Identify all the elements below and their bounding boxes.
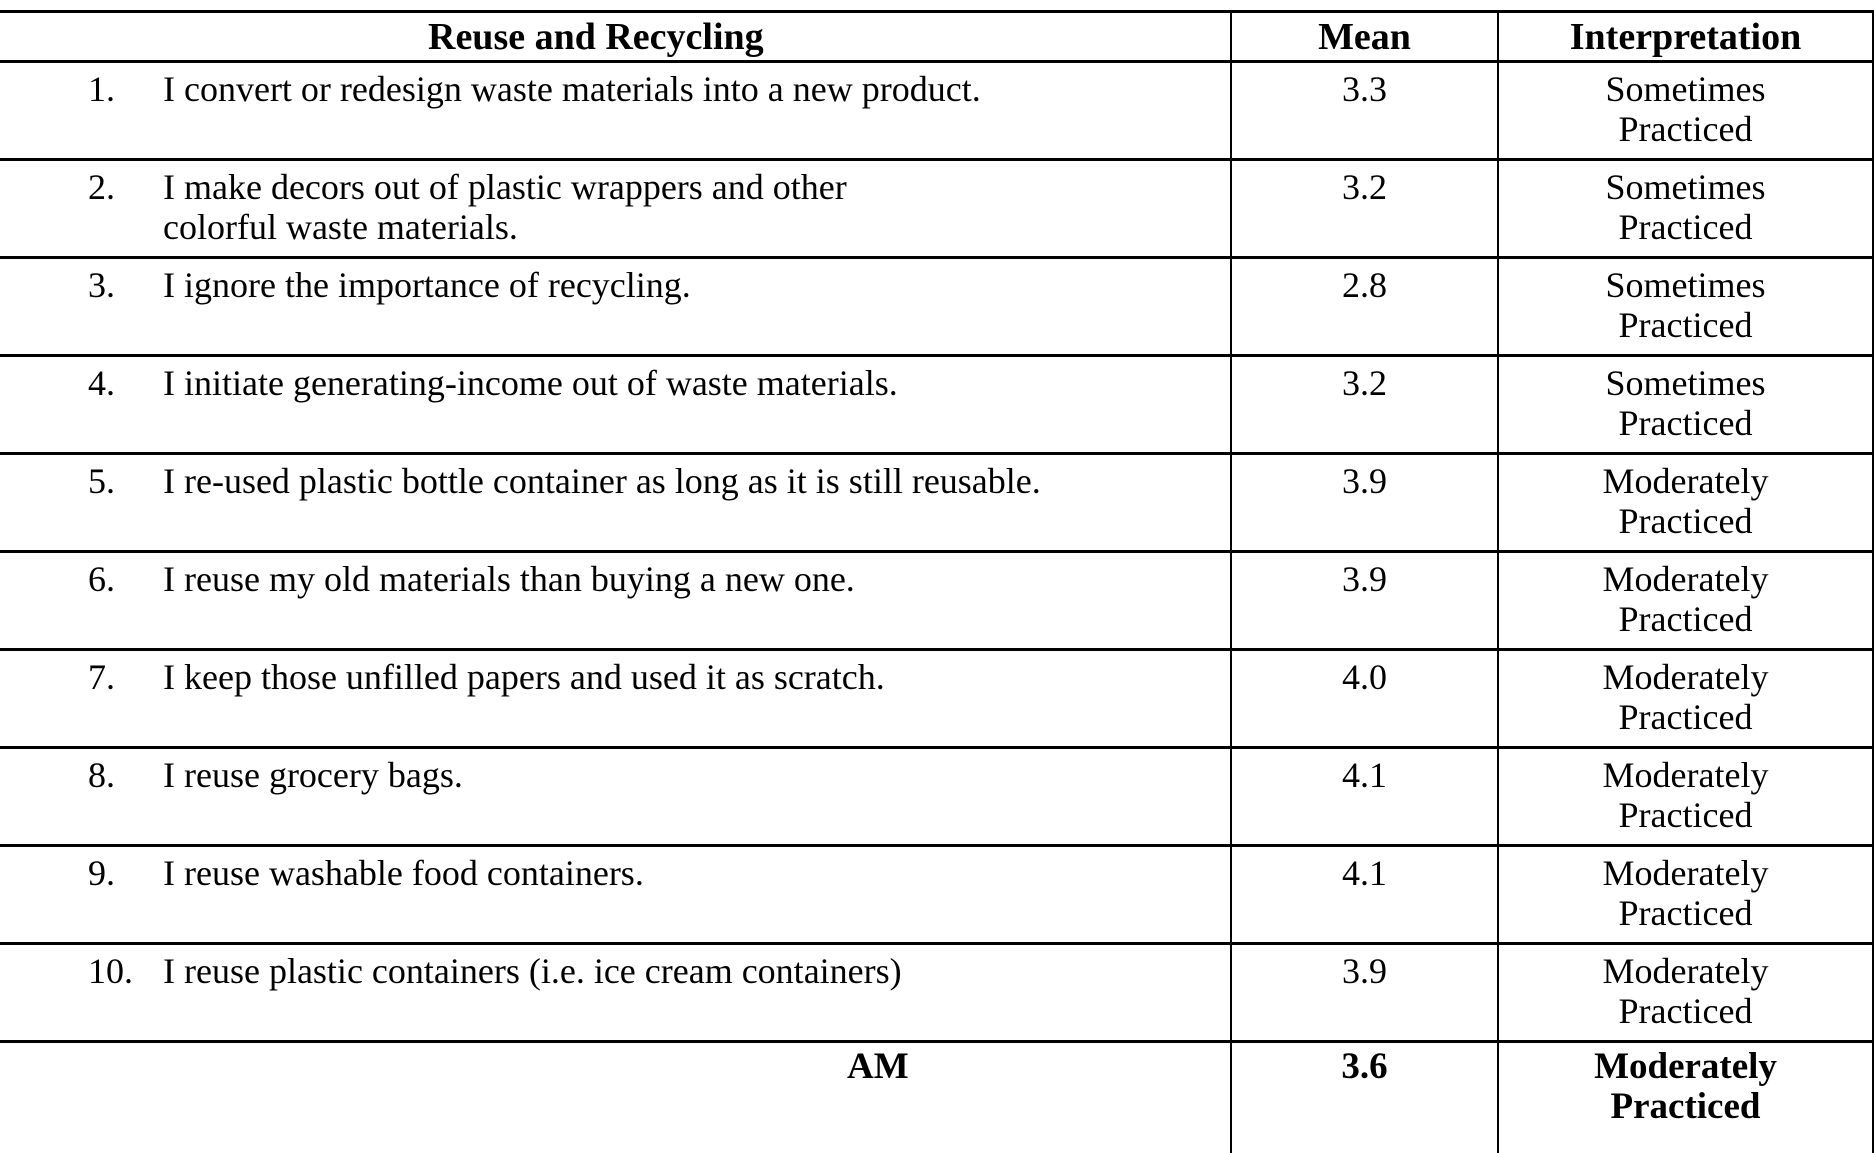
table-row [0, 651, 1872, 749]
table-row [0, 161, 1872, 259]
interp-line2: Practiced [1618, 893, 1753, 933]
interp-line2: Practiced [1618, 991, 1753, 1031]
statement-text: I initiate generating-income out of waste materials. [163, 363, 898, 403]
interpretation-cell [1499, 651, 1872, 746]
interpretation-cell [1499, 161, 1872, 256]
mean-cell: 3.2 [1232, 161, 1499, 256]
item-number: 1. [88, 69, 115, 109]
statement-text: I reuse grocery bags. [163, 755, 463, 795]
reuse-recycling-table [0, 10, 1874, 1153]
interp-line1: Sometimes [1605, 363, 1766, 403]
interpretation-cell [1499, 945, 1872, 1040]
interp-line2: Practiced [1618, 305, 1753, 345]
statement-text: I ignore the importance of recycling. [163, 265, 691, 305]
interpretation-cell [1499, 749, 1872, 844]
mean-cell: 3.9 [1232, 455, 1499, 550]
interp-line2: Practiced [1610, 1086, 1761, 1127]
total-label-cell [0, 1043, 1232, 1153]
interp-line1: Moderately [1602, 853, 1769, 893]
statement-text: I reuse plastic containers (i.e. ice cream containers) [163, 951, 902, 991]
table-row [0, 553, 1872, 651]
table-row [0, 945, 1872, 1043]
total-mean: 3.6 [1232, 1043, 1499, 1153]
item-number: 2. [88, 167, 115, 207]
mean-cell: 4.1 [1232, 749, 1499, 844]
interp-line1: Sometimes [1605, 167, 1766, 207]
statement-text: I keep those unfilled papers and used it as scratch. [163, 657, 885, 697]
interp-line1: Moderately [1594, 1046, 1777, 1087]
statement-cell [0, 553, 1232, 648]
header-statement-label: Reuse and Recycling [428, 16, 764, 58]
table-total-row [0, 1043, 1872, 1153]
mean-cell: 3.9 [1232, 945, 1499, 1040]
table-row [0, 259, 1872, 357]
header-statement [0, 13, 1232, 60]
header-mean: Mean [1232, 13, 1499, 60]
total-interpretation [1499, 1043, 1872, 1153]
interpretation-cell [1499, 63, 1872, 158]
item-number: 10. [88, 951, 133, 991]
table-row [0, 63, 1872, 161]
statement-text: I convert or redesign waste materials into a new product. [163, 69, 981, 109]
statement-cell [0, 847, 1232, 942]
interp-line1: Moderately [1602, 951, 1769, 991]
interp-line2: Practiced [1618, 403, 1753, 443]
statement-cell [0, 357, 1232, 452]
interp-line2: Practiced [1618, 795, 1753, 835]
interp-line1: Sometimes [1605, 69, 1766, 109]
interpretation-cell [1499, 455, 1872, 550]
total-label: AM [847, 1046, 909, 1087]
item-number: 9. [88, 853, 115, 893]
interp-line1: Moderately [1602, 755, 1769, 795]
statement-cell [0, 455, 1232, 550]
table-row [0, 455, 1872, 553]
mean-cell: 2.8 [1232, 259, 1499, 354]
mean-cell: 3.2 [1232, 357, 1499, 452]
interp-line1: Moderately [1602, 657, 1769, 697]
mean-cell: 3.9 [1232, 553, 1499, 648]
item-number: 6. [88, 559, 115, 599]
statement-cell [0, 945, 1232, 1040]
mean-cell: 4.1 [1232, 847, 1499, 942]
table-row [0, 847, 1872, 945]
statement-cell [0, 749, 1232, 844]
interp-line2: Practiced [1618, 697, 1753, 737]
statement-cell [0, 161, 1232, 256]
statement-text: I reuse washable food containers. [163, 853, 644, 893]
statement-text: I make decors out of plastic wrappers and other colorful waste materials. [163, 167, 847, 247]
table-row [0, 749, 1872, 847]
statement-cell [0, 651, 1232, 746]
statement-text: I reuse my old materials than buying a new one. [163, 559, 855, 599]
statement-cell [0, 259, 1232, 354]
table-row [0, 357, 1872, 455]
mean-cell: 3.3 [1232, 63, 1499, 158]
item-number: 3. [88, 265, 115, 305]
interp-line1: Sometimes [1605, 265, 1766, 305]
header-interpretation: Interpretation [1569, 16, 1802, 58]
interp-line2: Practiced [1618, 501, 1753, 541]
interp-line2: Practiced [1618, 109, 1753, 149]
item-number: 8. [88, 755, 115, 795]
interpretation-cell [1499, 357, 1872, 452]
interp-line2: Practiced [1618, 207, 1753, 247]
interp-line1: Moderately [1602, 461, 1769, 501]
mean-cell: 4.0 [1232, 651, 1499, 746]
item-number: 4. [88, 363, 115, 403]
statement-text: I re-used plastic bottle container as long as it is still reusable. [163, 461, 1041, 501]
interpretation-cell [1499, 259, 1872, 354]
interp-line1: Moderately [1602, 559, 1769, 599]
item-number: 5. [88, 461, 115, 501]
statement-cell [0, 63, 1232, 158]
interp-line2: Practiced [1618, 599, 1753, 639]
interpretation-cell [1499, 553, 1872, 648]
interpretation-cell [1499, 847, 1872, 942]
item-number: 7. [88, 657, 115, 697]
table-header-row [0, 13, 1872, 63]
